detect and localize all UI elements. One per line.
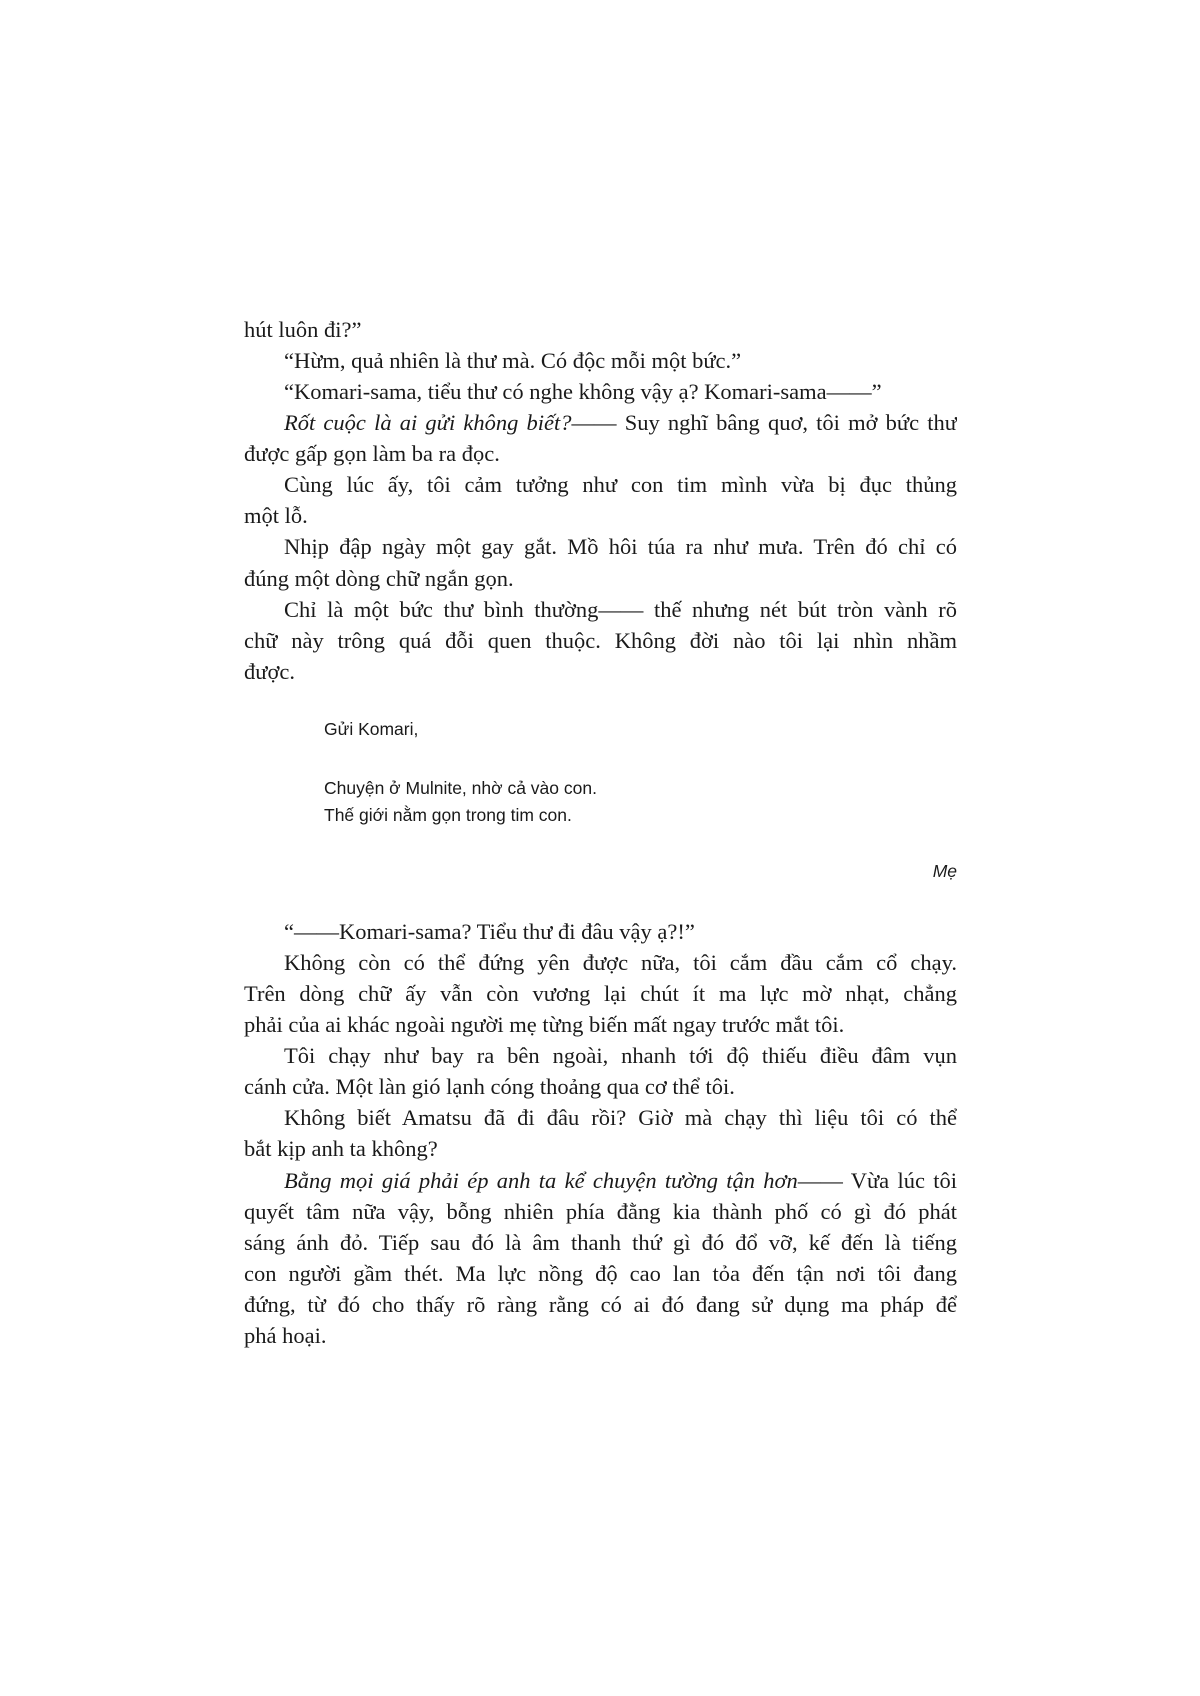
text-line [244, 1040, 957, 1071]
line-text: đúng một dòng chữ ngắn gọn. [244, 565, 514, 591]
line-text: Tôi chạy như bay ra bên ngoài, nhanh tới độ thiếu điều đâm vụn [284, 1043, 957, 1069]
text-line [244, 625, 957, 656]
line-text: đứng, từ đó cho thấy rõ ràng rằng có ai đó đang sử dụng ma pháp để [244, 1291, 957, 1317]
text-line [244, 656, 957, 687]
paragraph [244, 1040, 957, 1102]
line-text: Không còn có thể đứng yên được nữa, tôi cắm đầu cắm cổ chạy. [284, 950, 957, 976]
paragraph [244, 469, 957, 531]
text-line [244, 376, 957, 407]
text-line [244, 1289, 957, 1320]
paragraph [244, 407, 957, 469]
line-text: Chỉ là một bức thư bình thường—— thế nhưng nét bút tròn vành rõ [284, 596, 957, 622]
line-text: bắt kịp anh ta không? [244, 1136, 438, 1162]
text-line [244, 1227, 957, 1258]
line-text: sáng ánh đỏ. Tiếp sau đó là âm thanh thứ gì đó đổ vỡ, kế đến là tiếng [244, 1229, 957, 1255]
text-line [244, 594, 957, 625]
text-line [244, 438, 957, 469]
text-section-after-letter [244, 916, 957, 1351]
line-text: một lỗ. [244, 503, 308, 529]
line-text: hút luôn đi?” [244, 317, 362, 342]
text-line [244, 563, 957, 594]
paragraph [244, 947, 957, 1040]
paragraph [244, 314, 957, 345]
paragraph [244, 1165, 957, 1351]
paragraph [244, 594, 957, 687]
line-text: “Hừm, quả nhiên là thư mà. Có độc mỗi một bức.” [284, 348, 742, 374]
line-text: Không biết Amatsu đã đi đâu rồi? Giờ mà chạy thì liệu tôi có thể [284, 1105, 957, 1131]
paragraph [244, 916, 957, 947]
text-line [244, 500, 957, 531]
letter-body-line: Thế giới nằm gọn trong tim con. [324, 805, 572, 825]
letter-signature: Mẹ [932, 861, 957, 881]
text-line [244, 947, 957, 978]
line-text: “——Komari-sama? Tiểu thư đi đâu vậy ạ?!” [284, 919, 695, 944]
text-section-before-letter [244, 314, 957, 687]
text-line [244, 1320, 957, 1351]
line-text: được. [244, 658, 295, 684]
line-text: con người gầm thét. Ma lực nồng độ cao lan tỏa đến tận nơi tôi đang [244, 1260, 957, 1286]
text-line [244, 345, 957, 376]
text-line [244, 1133, 957, 1164]
text-line [244, 314, 957, 345]
line-text: phải của ai khác ngoài người mẹ từng biến mất ngay trước mắt tôi. [244, 1012, 845, 1038]
text-line [244, 1196, 957, 1227]
italic-thought: Bằng mọi giá phải ép anh ta kể chuyện tường tận hơn [284, 1167, 798, 1193]
text-line [244, 469, 957, 500]
text-line [244, 1009, 957, 1040]
letter-body-line: Chuyện ở Mulnite, nhờ cả vào con. [324, 778, 597, 798]
line-text: quyết tâm nữa vậy, bỗng nhiên phía đằng kia thành phố có gì đó phát [244, 1198, 957, 1224]
line-text: được gấp gọn làm ba ra đọc. [244, 441, 500, 467]
paragraph [244, 345, 957, 376]
line-text: cánh cửa. Một làn gió lạnh cóng thoảng qua cơ thể tôi. [244, 1074, 735, 1100]
line-text: “Komari-sama, tiểu thư có nghe không vậy ạ? Komari-sama——” [284, 379, 882, 405]
paragraph [244, 1102, 957, 1164]
text-line [244, 531, 957, 562]
line-text: phá hoại. [244, 1322, 327, 1348]
text-line [244, 1165, 957, 1196]
line-text: Cùng lúc ấy, tôi cảm tưởng như con tim mình vừa bị đục thủng [284, 472, 957, 498]
line-text: —— Vừa lúc tôi [797, 1167, 957, 1193]
text-line [244, 407, 957, 438]
text-line [244, 1258, 957, 1289]
paragraph [244, 531, 957, 593]
paragraph [244, 376, 957, 407]
text-line [244, 1102, 957, 1133]
line-text: Nhịp đập ngày một gay gắt. Mồ hôi túa ra như mưa. Trên đó chỉ có [284, 534, 957, 560]
line-text: —— Suy nghĩ bâng quơ, tôi mở bức thư [571, 410, 957, 436]
letter-greeting: Gửi Komari, [324, 719, 419, 739]
text-line [244, 916, 957, 947]
text-line [244, 978, 957, 1009]
text-line [244, 1071, 957, 1102]
italic-thought: Rốt cuộc là ai gửi không biết? [284, 410, 572, 436]
line-text: chữ này trông quá đỗi quen thuộc. Không đời nào tôi lại nhìn nhầm [244, 627, 957, 653]
line-text: Trên dòng chữ ấy vẫn còn vương lại chút ít ma lực mờ nhạt, chẳng [244, 981, 957, 1007]
